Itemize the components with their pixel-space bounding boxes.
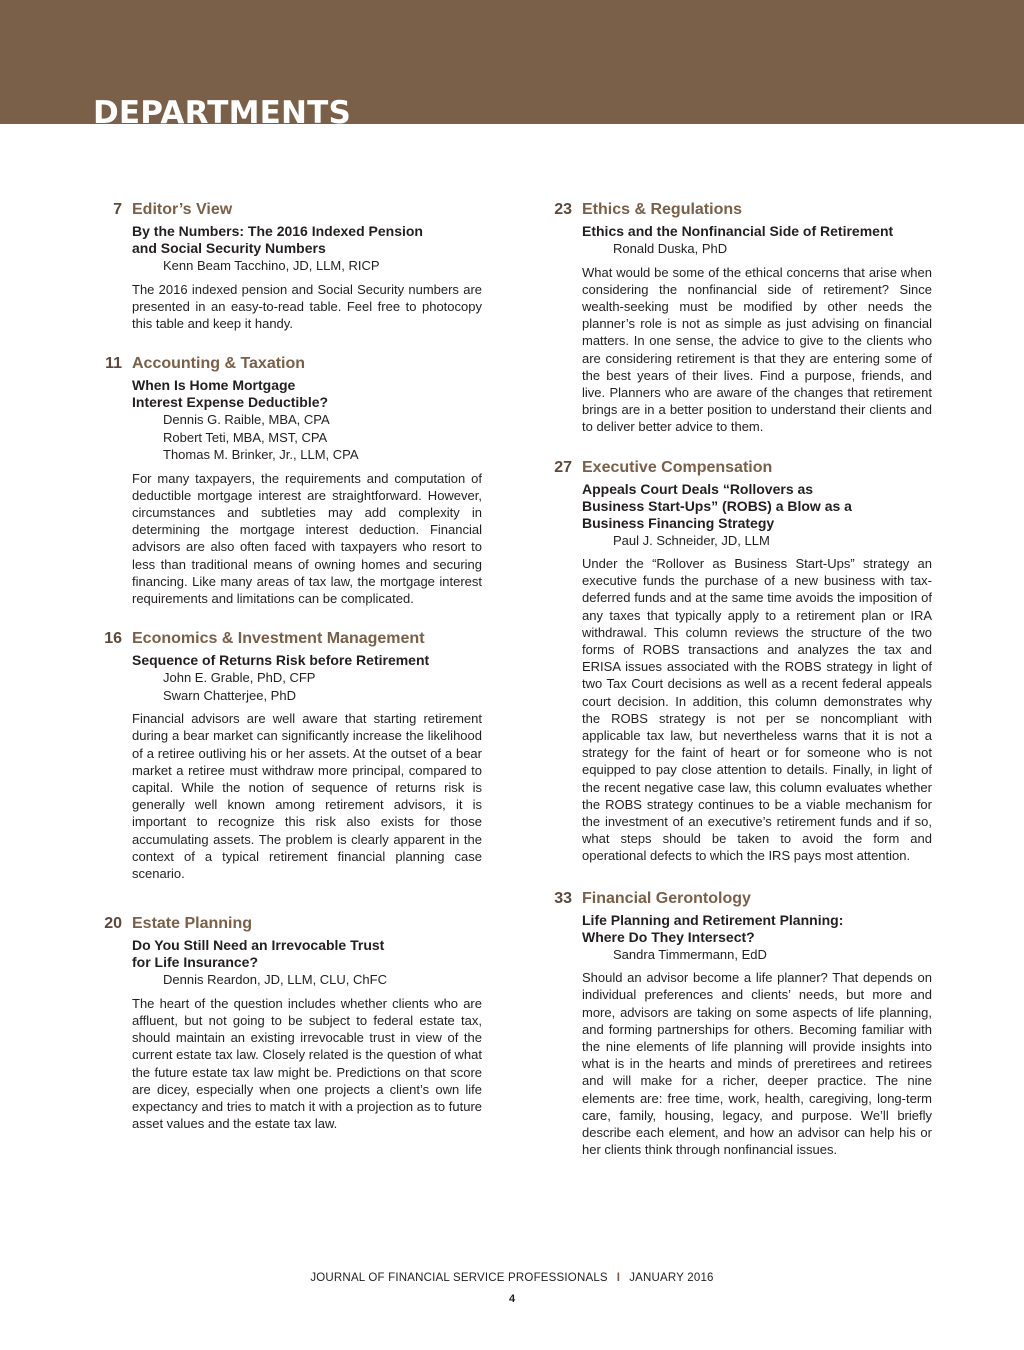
department-title[interactable]: Economics & Investment Management <box>132 630 425 648</box>
article-abstract: Financial advisors are well aware that starting retirement during a bear market can significantly increase the likelihood of a retiree outliving his or her assets. At the outset of a bear market a retiree must withdraw more principal, compared to capital. While the notion of sequence of returns risk is generally well known among retirement advisors, it is important to recognize this risk also exists for those accumulating assets. The problem is clearly apparent in the context of a typical retirement financial planning case scenario. <box>132 711 482 882</box>
author: John E. Grable, PhD, CFP <box>163 670 316 686</box>
author-list <box>132 971 482 989</box>
author: Swarn Chatterjee, PhD <box>163 687 296 703</box>
article-abstract: What would be some of the ethical concerns that arise when considering the nonfinancial side of retirement? Since wealth-seeking must be modified by other needs the planner’s role is not as simple as just advising on financial matters. In one sense, the advice to give to the clients who are considering retirement is that they are entering some of the best years of their lives. Find a purpose, friends, and live. Planners who are aware of the changes that retirement brings are in a better position to understand their clients and to deliver better advice to them. <box>582 264 932 435</box>
toc-section <box>542 887 932 1159</box>
page-number: 4 <box>508 1293 516 1305</box>
department-title[interactable]: Executive Compensation <box>582 458 773 476</box>
page-title: DEPARTMENTS <box>93 95 352 124</box>
article-abstract: The 2016 indexed pension and Social Security numbers are presented in an easy-to-read table. Feel free to photocopy this table and keep it handy. <box>132 281 482 331</box>
article-abstract: For many taxpayers, the requirements and computation of deductible mortgage interest are straightforward. However, circumstances and subtleties may add complexity in determining the mortgage interest deduction. Financial advisors are also often faced with taxpayers who resort to less than traditional means of owning homes and securing financing. Like many areas of tax law, the mortgage interest requirements and limitations can be complicated. <box>132 470 482 607</box>
toc-section <box>92 198 482 332</box>
section-page-number[interactable]: 7 <box>113 201 122 218</box>
article-title[interactable]: By the Numbers: The 2016 Indexed Pension and Social Security Numbers <box>132 223 423 256</box>
toc-section <box>92 627 482 882</box>
author: Robert Teti, MBA, MST, CPA <box>163 429 328 445</box>
section-page-number[interactable]: 20 <box>104 915 122 933</box>
department-title[interactable]: Estate Planning <box>132 915 253 933</box>
author-list <box>582 946 932 964</box>
article-title[interactable]: Ethics and the Nonfinancial Side of Retirement <box>582 223 894 239</box>
author: Ronald Duska, PhD <box>613 241 728 256</box>
section-page-number[interactable]: 23 <box>554 201 572 218</box>
toc-section <box>542 198 932 436</box>
article-title[interactable]: Sequence of Returns Risk before Retirement <box>132 652 430 669</box>
author: Thomas M. Brinker, Jr., LLM, CPA <box>163 447 359 463</box>
department-title[interactable]: Accounting & Taxation <box>132 355 306 373</box>
header-banner <box>0 0 1024 124</box>
toc-column-left <box>92 198 482 1132</box>
author: Sandra Timmermann, EdD <box>613 946 767 962</box>
footer-separator: I <box>616 1272 621 1284</box>
article-title[interactable]: Life Planning and Retirement Planning: Where Do They Intersect? <box>582 911 844 945</box>
toc-section <box>92 912 482 1132</box>
author: Dennis Reardon, JD, LLM, CLU, ChFC <box>163 972 387 988</box>
author: Dennis G. Raible, MBA, CPA <box>163 412 330 428</box>
author-list <box>132 257 482 275</box>
article-title[interactable]: When Is Home Mortgage Interest Expense Deductible? <box>132 377 329 411</box>
article-title[interactable]: Do You Still Need an Irrevocable Trust for Life Insurance? <box>132 937 385 971</box>
author-list <box>132 669 482 704</box>
author: Kenn Beam Tacchino, JD, LLM, RICP <box>163 258 380 273</box>
section-page-number[interactable]: 27 <box>554 458 572 476</box>
article-title[interactable]: Appeals Court Deals “Rollovers as Business Start-Ups” (ROBS) a Blow as a Business Financing Strategy <box>582 480 852 531</box>
article-abstract: Under the “Rollover as Business Start-Ups” strategy an executive funds the purchase of a new business with tax-deferred funds and at the same time avoids the imposition of any taxes that typically apply to a retirement plan or IRA withdrawal. This column reviews the structure of the two forms of ROBS transactions and analyzes the tax and ERISA issues associated with the ROBS strategy in light of two Tax Court decisions as well as a recent federal appeals court decision. In addition, this column demonstrates why the ROBS strategy is not per se noncompliant with applicable tax law, but nevertheless warns that it is not a strategy for the faint of heart or for someone who is not equipped to pay close attention to details. Finally, in light of the recent negative case law, this column evaluates whether the ROBS strategy continues to be a viable mechanism for the investment of an executive’s retirement funds and if so, what steps should be taken to avoid the form and operational defects to which the IRS pays most attention. <box>582 556 932 864</box>
author-list <box>132 411 482 464</box>
journal-footer <box>0 1271 1024 1285</box>
toc-section <box>92 352 482 607</box>
article-abstract: Should an advisor become a life planner? That depends on individual preferences and clients’ needs, but more and more, advisors are taking on some aspects of life planning, and forming partnerships for others. Becoming familiar with the nine elements of life planning will provide insights into what is in the hearts and minds of preretirees and retirees and will make for a richer, deeper practice. The nine elements are: free time, work, health, caregiving, long-term care, family, housing, legacy, and purpose. We’ll briefly describe each element, and how an advisor can help his or her clients think through nonfinancial issues. <box>582 970 932 1158</box>
section-page-number[interactable]: 33 <box>554 889 572 907</box>
department-title[interactable]: Financial Gerontology <box>582 889 751 907</box>
author-list <box>582 240 932 258</box>
section-page-number[interactable]: 16 <box>104 630 122 648</box>
department-title[interactable]: Editor’s View <box>132 201 233 218</box>
author-list <box>582 532 932 550</box>
article-abstract: The heart of the question includes whether clients who are affluent, but not going to be subject to federal estate tax, should maintain an existing irrevocable trust in view of the current estate tax law. Closely related is the question of what the future estate tax law might be. Predictions on that score are dicey, especially when one projects a client’s own life expectancy and tries to match it with a projection as to future asset values and the estate tax law. <box>132 995 482 1132</box>
author: Paul J. Schneider, JD, LLM <box>613 532 770 548</box>
toc-section <box>542 456 932 865</box>
section-page-number[interactable]: 11 <box>105 355 122 373</box>
issue-date: JANUARY 2016 <box>629 1272 714 1284</box>
toc-column-right <box>542 198 932 1158</box>
department-title[interactable]: Ethics & Regulations <box>582 201 743 218</box>
journal-name: JOURNAL OF FINANCIAL SERVICE PROFESSIONALS <box>310 1272 608 1284</box>
